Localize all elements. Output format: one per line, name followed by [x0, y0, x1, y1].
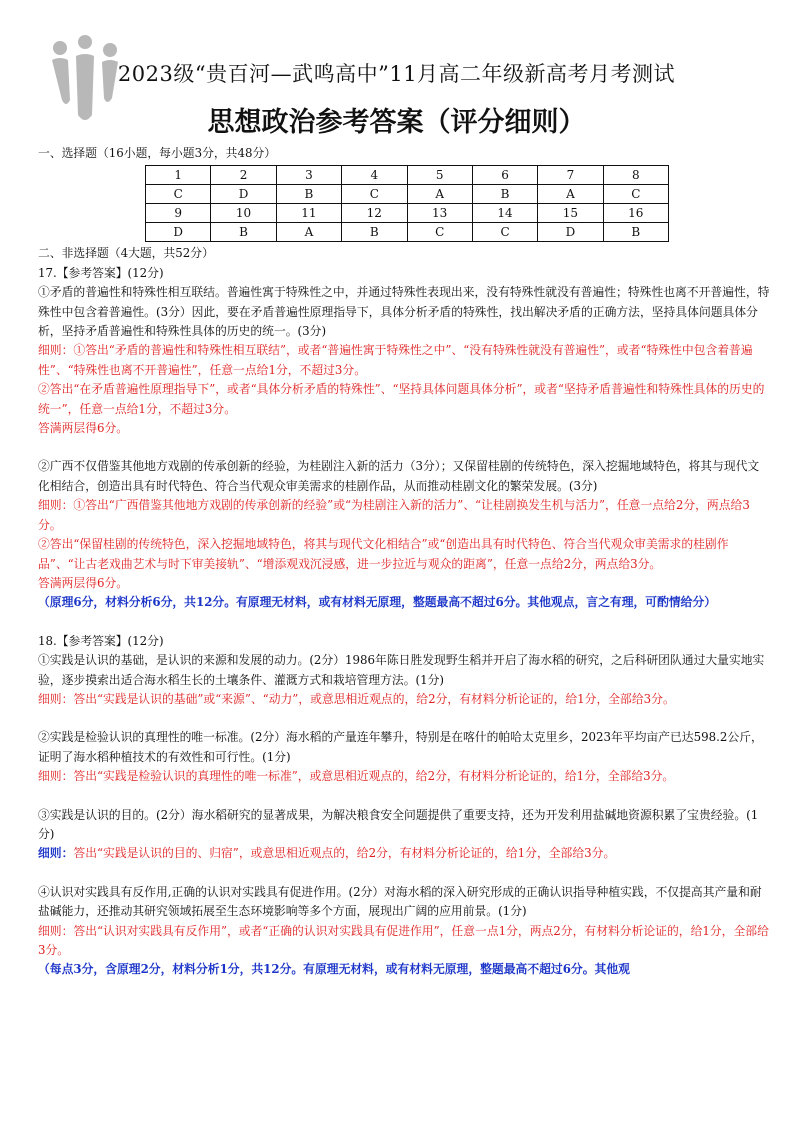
answer-table-cell: 6 — [472, 166, 537, 185]
section2-heading: 二、非选择题（4大题，共52分） — [38, 246, 214, 261]
answer-table-cell: 2 — [211, 166, 276, 185]
q17-answer-2: ②广西不仅借鉴其他地方戏剧的传承创新的经验，为桂剧注入新的活力（3分）；又保留桂剧的传统特色，深入挖掘地域特色，将其与现代文化相结合，创造出具有时代特色、符合当代观众审美需求的桂剧作品，从而推动桂剧文化的繁荣发展。(3分) — [38, 459, 760, 493]
q18-answer-3: ③实践是认识的目的。(2分）海水稻研究的显著成果，为解决粮食安全问题提供了重要支持，还为开发利用盐碱地资源积累了宝贵经验。(1分) — [38, 807, 759, 841]
q17-rule-3: 答满两层得6分。 — [38, 421, 129, 436]
page-title: 思想政治参考答案（评分细则） — [207, 107, 586, 138]
q18-rule-1: 细则：答出“实践是认识的基础”或“来源”、“动力”，或意思相近观点的，给2分，有材料分析论证的，给1分，全部给3分。 — [38, 691, 675, 706]
answer-table-cell: 4 — [342, 166, 407, 185]
answer-table-cell: 11 — [276, 204, 341, 223]
answer-table-cell: B — [603, 223, 668, 242]
q18-scoring-note: （每点3分，含原理2分，材料分析1分，共12分。有原理无材料，或有材料无原理，整题最高不超过6分。其他观 — [38, 962, 630, 977]
answer-table-cell: C — [603, 185, 668, 204]
answer-table-cell: A — [276, 223, 341, 242]
answer-table-cell: 10 — [211, 204, 276, 223]
answer-table-cell: B — [472, 185, 537, 204]
q18-answer-2: ②实践是检验认识的真理性的唯一标准。(2分）海水稻的产量连年攀升，特别是在喀什的帕哈太克里乡，2023年平均亩产已达598.2公斤，证明了海水稻种植技术的有效性和可行性。(1分) — [38, 730, 763, 764]
answer-table-cell: 14 — [472, 204, 537, 223]
q17-heading: 17.【参考答案】(12分) — [38, 265, 164, 280]
answer-table-cell: A — [538, 185, 603, 204]
answer-table-cell: D — [211, 185, 276, 204]
answer-table-cell: 9 — [146, 204, 211, 223]
q18-rule-3: 答出“实践是认识的目的、归宿”，或意思相近观点的，给2分，有材料分析论证的，给1分，全部给3分。 — [73, 846, 616, 861]
q18-rule-3-line — [38, 844, 771, 863]
answer-table-cell: D — [146, 223, 211, 242]
answer-table-cell: C — [407, 223, 472, 242]
answer-table — [145, 165, 669, 242]
q18-rule-4: 细则：答出“认识对实践具有反作用”，或者“正确的认识对实践具有促进作用”，任意一点1分，两点2分，有材料分析论证的，给1分，全部给3分。 — [38, 923, 769, 957]
answer-table-row — [146, 166, 669, 185]
q18-rule-2: 细则：答出“实践是检验认识的真理性的唯一标准”，或意思相近观点的，给2分，有材料分析论证的，给1分，全部给3分。 — [38, 769, 675, 784]
answer-table-cell: 13 — [407, 204, 472, 223]
answer-table-row — [146, 223, 669, 242]
q17-rule-5: ②答出“保留桂剧的传统特色，深入挖掘地域特色，将其与现代文化相结合”或“创造出具有时代特色、符合当代观众审美需求的桂剧作品”、“让古老戏曲艺术与时下审美接轨”、“增添观戏沉浸感，进一步拉近与观众的距离”，任意一点给2分，两点给3分。 — [38, 537, 729, 571]
answer-table-row — [146, 204, 669, 223]
answer-table-cell: C — [146, 185, 211, 204]
answer-table-cell: B — [342, 223, 407, 242]
q17-rule-2: ②答出“在矛盾普遍性原理指导下”，或者“具体分析矛盾的特殊性”、“坚持具体问题具体分析”，或者“坚持矛盾普遍性和特殊性具体的历史的统一”，任意一点给1分，不超过3分。 — [38, 382, 765, 416]
answer-table-cell: D — [538, 223, 603, 242]
answer-table-row — [146, 185, 669, 204]
answer-table-cell: 12 — [342, 204, 407, 223]
q17-scoring-note: （原理6分，材料分析6分，共12分。有原理无材料，或有材料无原理，整题最高不超过6分。其他观点，言之有理，可酌情给分） — [38, 595, 717, 610]
q17-rule-1: 细则：①答出“矛盾的普遍性和特殊性相互联结”，或者“普遍性寓于特殊性之中”、“没有特殊性就没有普遍性”，或者“特殊性中包含着普遍性”、“特殊性也离不开普遍性”，任意一点给1分，不超过3分。 — [38, 343, 753, 377]
exam-title: 2023级“贵百河—武鸣高中”11月高二年级新高考月考测试 — [117, 62, 676, 86]
answer-table-cell: A — [407, 185, 472, 204]
answer-table-cell: 1 — [146, 166, 211, 185]
answer-table-cell: 7 — [538, 166, 603, 185]
q18-answer-4: ④认识对实践具有反作用,正确的认识对实践具有促进作用。(2分）对海水稻的深入研究形成的正确认识指导种植实践，不仅提高其产量和耐盐碱能力，还推动其研究领域拓展至生态环境影响等多个方面，展现出广阔的应用前景。(1分) — [38, 884, 762, 919]
q18-heading: 18.【参考答案】(12分) — [38, 633, 164, 648]
answer-table-cell: C — [472, 223, 537, 242]
q18-answer-1: ①实践是认识的基础，是认识的来源和发展的动力。(2分）1986年陈日胜发现野生稻并开启了海水稻的研究，之后科研团队通过大量实地实验，逐步摸索出适合海水稻生长的土壤条件、灌溉方式和栽培管理方法。(1分) — [38, 653, 765, 687]
answer-table-cell: 15 — [538, 204, 603, 223]
answer-table-cell: B — [211, 223, 276, 242]
q17-rule-4: 细则：①答出“广西借鉴其他地方戏剧的传承创新的经验”或“为桂剧注入新的活力”、“让桂剧换发生机与活力”，任意一点给2分，两点给3分。 — [38, 498, 750, 532]
answer-table-cell: B — [276, 185, 341, 204]
answer-table-cell: 8 — [603, 166, 668, 185]
answer-table-cell: C — [342, 185, 407, 204]
q18-rule-3-label: 细则： — [38, 846, 74, 861]
section1-heading: 一、选择题（16小题，每小题3分，共48分） — [38, 146, 277, 160]
answer-table-cell: 16 — [603, 204, 668, 223]
answer-content — [38, 144, 771, 980]
q17-answer-1: ①矛盾的普遍性和特殊性相互联结。普遍性寓于特殊性之中，并通过特殊性表现出来，没有特殊性就没有普遍性；特殊性也离不开普遍性，特殊性中包含着普遍性。(3分）因此，要在矛盾普遍性原理指导下，具体分析矛盾的特殊性，找出解决矛盾的正确方法，坚持具体问题具体分析，坚持矛盾普遍性和特殊性具体的历史的统一。(3分) — [38, 285, 770, 339]
answer-table-cell: 3 — [276, 166, 341, 185]
q17-rule-6: 答满两层得6分。 — [38, 575, 129, 590]
answer-table-cell: 5 — [407, 166, 472, 185]
